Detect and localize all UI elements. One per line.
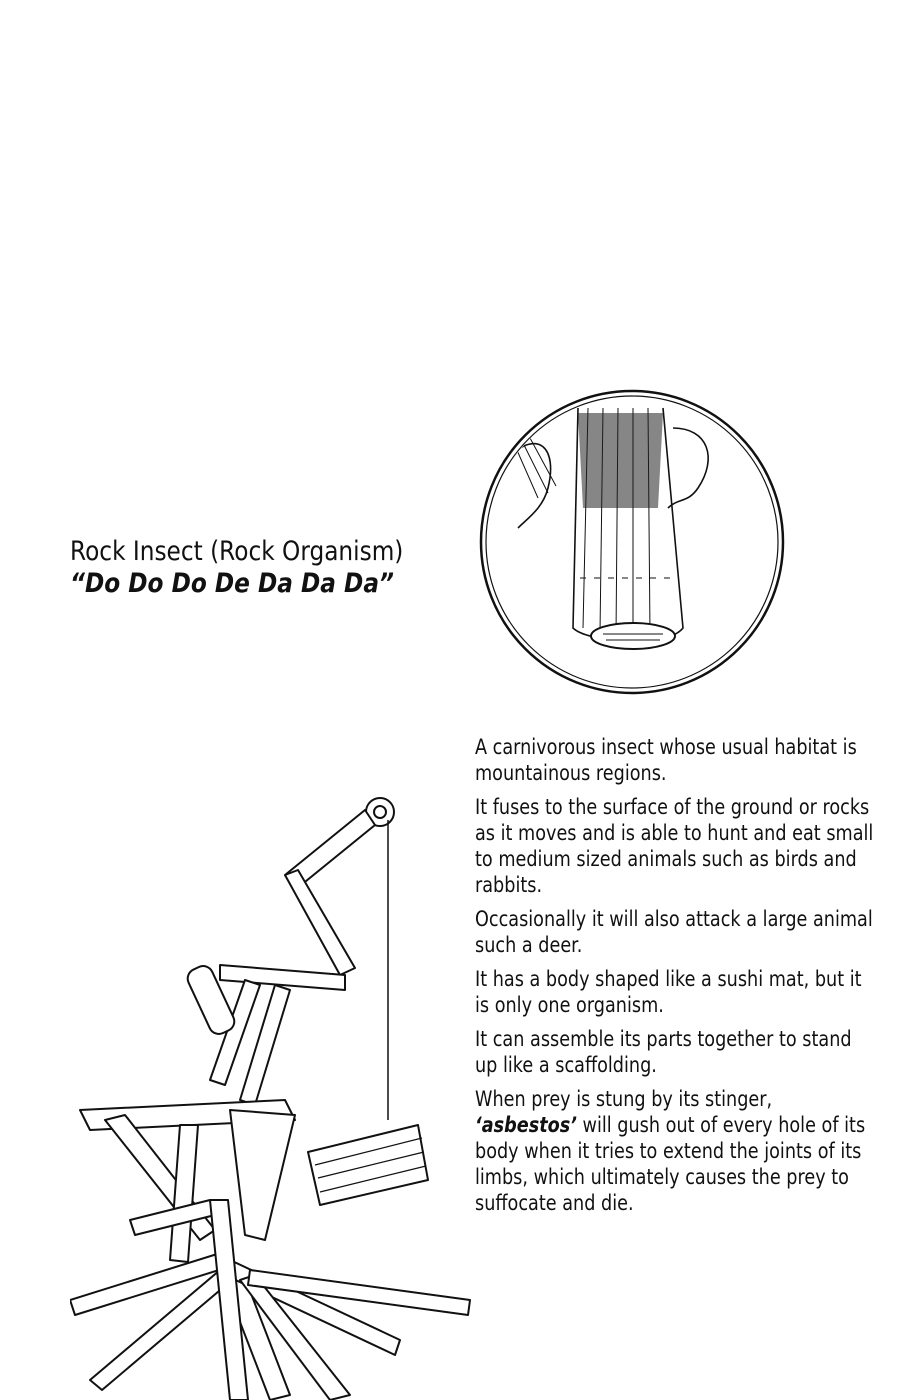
cross-beam [220,965,345,990]
last-paragraph-before: When prey is stung by its stinger, [475,1087,773,1111]
gear-hub [374,806,386,818]
hanging-bundle [308,1125,428,1205]
rock-insect-scaffolding-illustration [70,780,475,1400]
description-paragraph: It has a body shaped like a sushi mat, but it is only one organism. [475,967,862,1017]
frame-right [230,1110,295,1240]
description-paragraph: Occasionally it will also attack a large animal such a deer. [475,907,873,957]
description [475,734,875,1224]
description-paragraph: It can assemble its parts together to stand up like a scaffolding. [475,1027,852,1077]
bundle-dark-shading [578,413,663,508]
bundle-end [591,623,675,649]
middle-arm [285,870,355,975]
page-title: Rock Insect (Rock Organism) [70,536,404,567]
asbestos-emphasis: ‘asbestos’ [475,1113,577,1137]
title-block [70,536,460,600]
rock-insect-closeup-illustration [478,388,786,696]
last-paragraph-after: will gush out of every hole of its body when it tries to extend the joints of its limbs, which ultimately causes the prey to suffocate and die. [475,1113,866,1215]
description-paragraph-last [475,1086,875,1216]
description-paragraph: It fuses to the surface of the ground or rocks as it moves and is able to hunt and eat small to medium sized animals such as birds and rabbits. [475,795,874,897]
frame-post [170,1125,198,1262]
description-paragraph: A carnivorous insect whose usual habitat is mountainous regions. [475,735,857,785]
sound-effect-subtitle: “Do Do Do De Da Da Da” [70,568,394,599]
